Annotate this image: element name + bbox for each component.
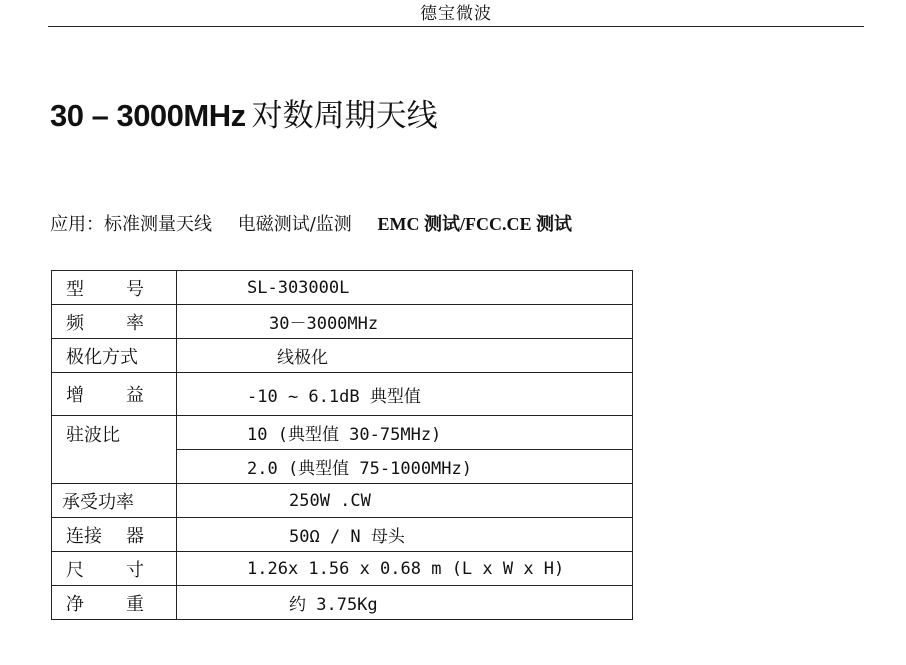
table-row (52, 416, 633, 450)
spec-value-gain: -10 ~ 6.1dB 典型值 (177, 373, 633, 416)
page-title (50, 94, 438, 138)
application-item: 电磁测试/监测 (237, 214, 352, 235)
spec-value-power: 250W .CW (177, 484, 633, 518)
table-row (52, 271, 633, 305)
spec-label-weight (52, 586, 177, 620)
spec-label-connector (52, 518, 177, 552)
table-row (52, 373, 633, 416)
table-row (52, 518, 633, 552)
label-char: 号 (126, 278, 144, 300)
table-row (52, 586, 633, 620)
title-frequency-range: 30 – 3000MHz (50, 98, 246, 133)
label-char: 重 (126, 593, 144, 615)
spec-label-frequency (52, 305, 177, 339)
spec-value-size: 1.26x 1.56 x 0.68 m (L x W x H) (177, 552, 633, 586)
table-row (52, 552, 633, 586)
label-char: 器 (126, 525, 144, 547)
spec-table (51, 270, 633, 620)
label-char: 益 (126, 385, 144, 406)
label-char: 连接 (66, 525, 102, 547)
spec-label-model (52, 271, 177, 305)
applications-line (50, 211, 572, 238)
spec-label-polarization: 极化方式 (52, 339, 177, 373)
spec-value-polarization: 线极化 (177, 339, 633, 373)
title-product-name: 对数周期天线 (251, 98, 438, 134)
spec-value-connector: 50Ω / N 母头 (177, 518, 633, 552)
table-row (52, 484, 633, 518)
spec-value-vswr-1: 10 (典型值 30-75MHz) (177, 416, 633, 450)
label-char: 增 (66, 385, 84, 406)
spec-value-vswr-2: 2.0 (典型值 75-1000MHz) (177, 450, 633, 484)
application-item: EMC 测试/FCC.CE 测试 (377, 214, 573, 234)
label-char: 净 (66, 593, 84, 615)
table-row (52, 305, 633, 339)
application-item: 标准测量天线 (104, 214, 212, 235)
label-char: 率 (126, 312, 144, 334)
label-char: 寸 (126, 559, 144, 581)
page-header (48, 0, 864, 27)
label-char: 型 (66, 278, 84, 300)
spec-label-gain (52, 373, 177, 416)
spec-value-frequency: 30－3000MHz (177, 305, 633, 339)
applications-prefix (50, 214, 232, 235)
spec-label-size (52, 552, 177, 586)
label-char: 频 (66, 312, 84, 334)
spec-label-power: 承受功率 (52, 484, 177, 518)
table-row (52, 339, 633, 373)
company-name: 德宝微波 (420, 4, 492, 24)
spec-label-vswr: 驻波比 (52, 416, 177, 484)
spec-value-model: SL-303000L (177, 271, 633, 305)
label-char: 尺 (66, 559, 84, 581)
spec-value-weight: 约 3.75Kg (177, 586, 633, 620)
applications-prefix-text: 应用： (50, 214, 104, 235)
